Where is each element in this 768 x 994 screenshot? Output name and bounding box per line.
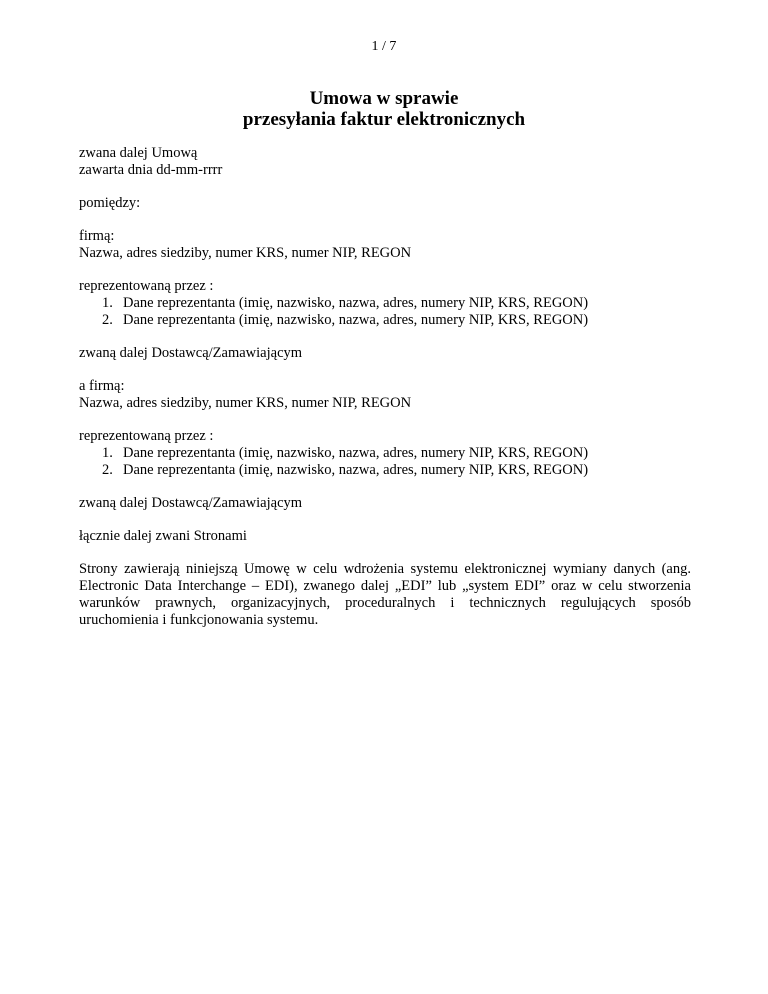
list-item: [102, 295, 691, 312]
list-item: [102, 445, 691, 462]
party1-called-block: [79, 345, 691, 362]
list-number: 1.: [102, 295, 113, 311]
party2-called: zwaną dalej Dostawcą/Zamawiającym: [79, 495, 303, 511]
intro-line-2: zawarta dnia dd-mm-rrrr: [79, 162, 223, 178]
party1-rep-label: reprezentowaną przez :: [79, 278, 214, 294]
list-text: Dane reprezentanta (imię, nazwisko, nazwa, adres, numery NIP, KRS, REGON): [123, 312, 589, 328]
title-line-1: Umowa w sprawie: [309, 88, 459, 109]
party2-rep-label: reprezentowaną przez :: [79, 428, 214, 444]
list-item: [102, 312, 691, 329]
party2-reps-block: [79, 428, 691, 479]
party2-details: Nazwa, adres siedziby, numer KRS, numer NIP, REGON: [79, 395, 412, 411]
list-text: Dane reprezentanta (imię, nazwisko, nazwa, adres, numery NIP, KRS, REGON): [123, 295, 589, 311]
party1-rep-list: [79, 295, 691, 329]
together-text: łącznie dalej zwani Stronami: [79, 528, 247, 544]
document-body: [79, 145, 691, 645]
page-number: 1 / 7: [371, 39, 397, 54]
list-number: 2.: [102, 462, 113, 478]
list-text: Dane reprezentanta (imię, nazwisko, nazwa, adres, numery NIP, KRS, REGON): [123, 445, 589, 461]
party2-block: [79, 378, 691, 412]
document-title: [0, 88, 768, 130]
list-item: [102, 462, 691, 479]
party2-rep-list: [79, 445, 691, 479]
party1-reps-block: [79, 278, 691, 329]
party2-called-block: [79, 495, 691, 512]
party1-block: [79, 228, 691, 262]
party2-label: a firmą:: [79, 378, 125, 394]
together-block: [79, 528, 691, 545]
intro-block: [79, 145, 691, 179]
purpose-paragraph: Strony zawierają niniejszą Umowę w celu wdrożenia systemu elektronicznej wymiany danych (ang. Electronic Data Interchange – EDI), zwanego dalej „EDI” lub „system EDI” oraz w celu stworzenia warunków prawnych, organizacyjnych, proceduralnych i technicznych regulujących sposób uruchomienia i funkcjonowania systemu.: [79, 561, 691, 628]
party1-label: firmą:: [79, 228, 115, 244]
intro-line-1: zwana dalej Umową: [79, 145, 198, 161]
title-line-2: przesyłania faktur elektronicznych: [242, 109, 526, 130]
party1-called: zwaną dalej Dostawcą/Zamawiającym: [79, 345, 303, 361]
list-number: 1.: [102, 445, 113, 461]
party1-details: Nazwa, adres siedziby, numer KRS, numer NIP, REGON: [79, 245, 412, 261]
between-label: pomiędzy:: [79, 195, 141, 211]
list-text: Dane reprezentanta (imię, nazwisko, nazwa, adres, numery NIP, KRS, REGON): [123, 462, 589, 478]
list-number: 2.: [102, 312, 113, 328]
between-block: [79, 195, 691, 212]
